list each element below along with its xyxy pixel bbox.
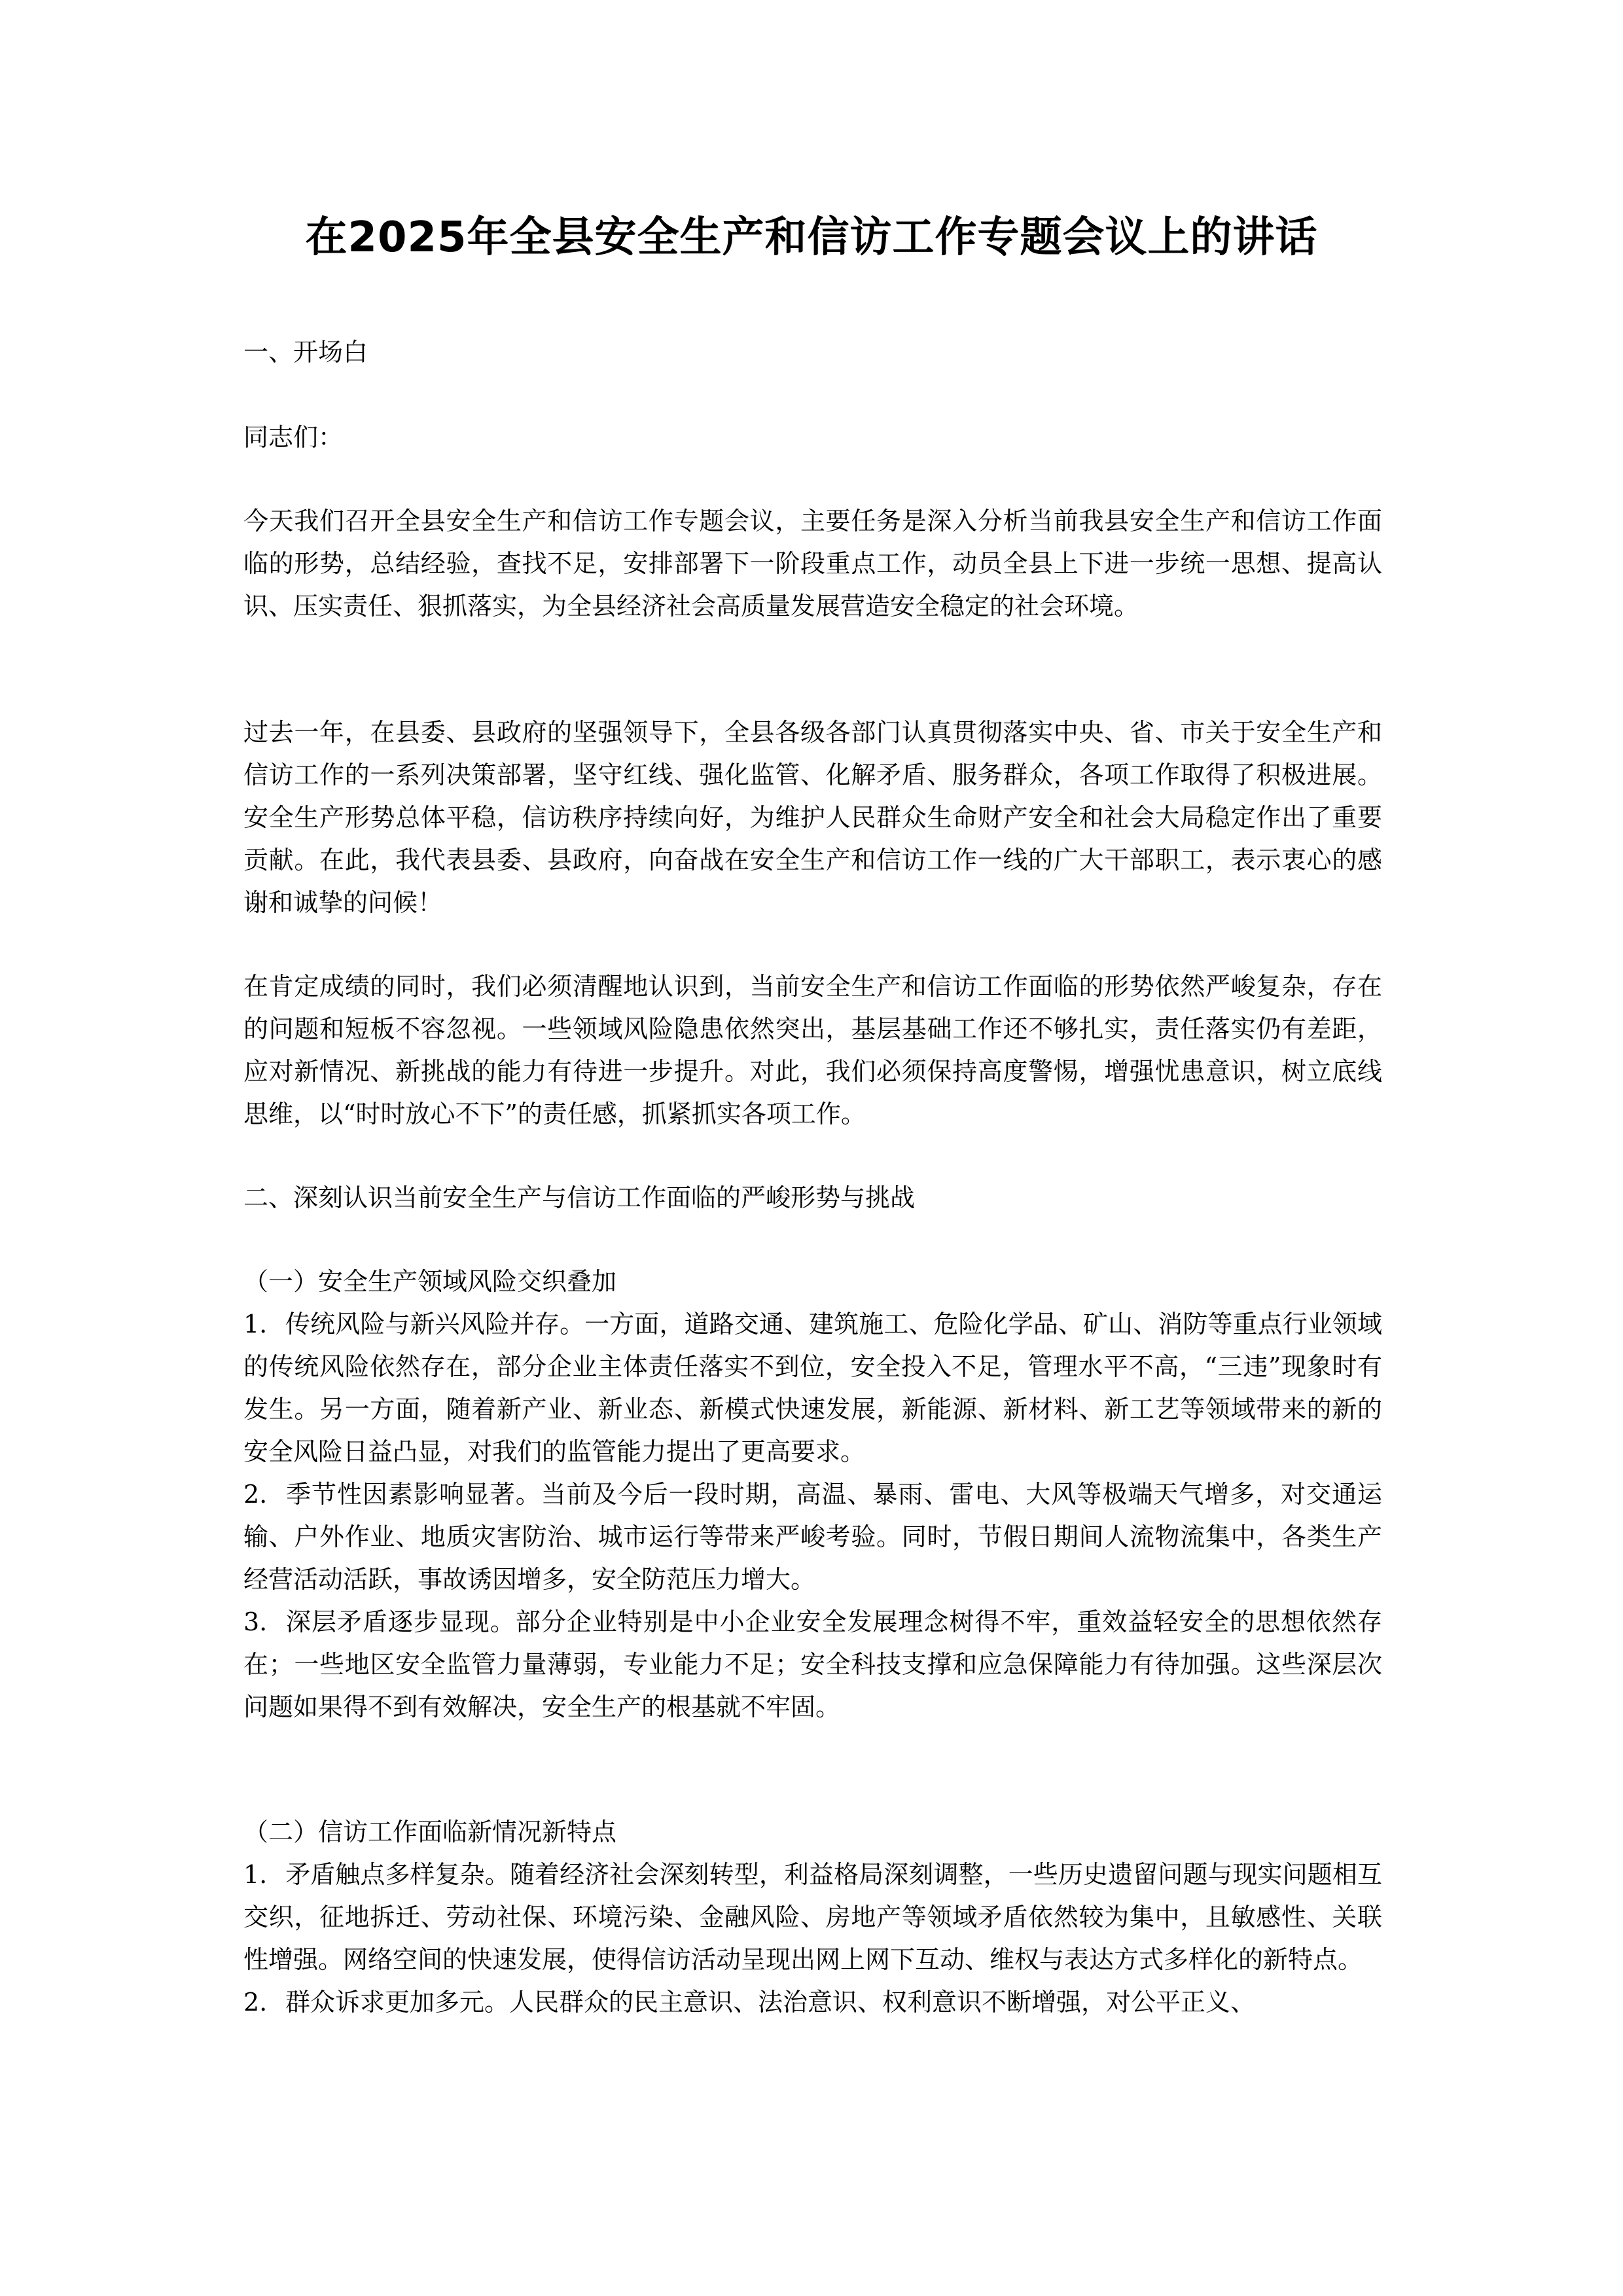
section-heading-situation: 二、深刻认识当前安全生产与信访工作面临的严峻形势与挑战 [243,1183,916,1212]
subsection-heading-safety: （一）安全生产领域风险交织叠加 [243,1267,617,1296]
salutation: 同志们： [243,423,344,452]
paragraph-challenges: 在肯定成绩的同时，我们必须清醒地认识到，当前安全生产和信访工作面临的形势依然严峻复杂，存在的问题和短板不容忽视。一些领域风险隐患依然突出，基层基础工作还不够扎实，责任落实仍有差距，应对新情况、新挑战的能力有待进一步提升。对此，我们必须保持高度警惕，增强忧患意识，树立底线思维，以“时时放心不下”的责任感，抓紧抓实各项工作。 [243,972,1382,1128]
section-heading-opening: 一、开场白 [243,338,368,367]
list-item: 3. 深层矛盾逐步显现。部分企业特别是中小企业安全发展理念树得不牢，重效益轻安全的思想依然存在；一些地区安全监管力量薄弱，专业能力不足；安全科技支撑和应急保障能力有待加强。这些深层次问题如果得不到有效解决，安全生产的根基就不牢固。 [243,1607,1382,1721]
safety-list [243,1303,1382,1729]
list-item: 2. 群众诉求更加多元。人民群众的民主意识、法治意识、权利意识不断增强，对公平正义、 [243,1988,1256,2017]
list-item: 1. 传统风险与新兴风险并存。一方面，道路交通、建筑施工、危险化学品、矿山、消防等重点行业领域的传统风险依然存在，部分企业主体责任落实不到位，安全投入不足，管理水平不高，“三违”现象时有发生。另一方面，随着新产业、新业态、新模式快速发展，新能源、新材料、新工艺等领域带来的新的安全风险日益凸显，对我们的监管能力提出了更高要求。 [243,1310,1382,1466]
subsection-heading-petition: （二）信访工作面临新情况新特点 [243,1818,617,1846]
list-item: 1. 矛盾触点多样复杂。随着经济社会深刻转型，利益格局深刻调整，一些历史遗留问题与现实问题相互交织，征地拆迁、劳动社保、环境污染、金融风险、房地产等领域矛盾依然较为集中，且敏感性、关联性增强。网络空间的快速发展，使得信访活动呈现出网上网下互动、维权与表达方式多样化的新特点。 [243,1860,1382,1974]
paragraph-intro: 今天我们召开全县安全生产和信访工作专题会议，主要任务是深入分析当前我县安全生产和信访工作面临的形势，总结经验，查找不足，安排部署下一阶段重点工作，动员全县上下进一步统一思想、提高认识、压实责任、狠抓落实，为全县经济社会高质量发展营造安全稳定的社会环境。 [243,507,1382,620]
paragraph-review: 过去一年，在县委、县政府的坚强领导下，全县各级各部门认真贯彻落实中央、省、市关于安全生产和信访工作的一系列决策部署，坚守红线、强化监管、化解矛盾、服务群众，各项工作取得了积极进展。安全生产形势总体平稳，信访秩序持续向好，为维护人民群众生命财产安全和社会大局稳定作出了重要贡献。在此，我代表县委、县政府，向奋战在安全生产和信访工作一线的广大干部职工，表示衷心的感谢和诚挚的问候！ [243,718,1382,917]
petition-list [243,1854,1382,2024]
document-title: 在2025年全县安全生产和信访工作专题会议上的讲话 [305,213,1318,262]
list-item: 2. 季节性因素影响显著。当前及今后一段时期，高温、暴雨、雷电、大风等极端天气增多，对交通运输、户外作业、地质灾害防治、城市运行等带来严峻考验。同时，节假日期间人流物流集中，各类生产经营活动活跃，事故诱因增多，安全防范压力增大。 [243,1480,1382,1594]
